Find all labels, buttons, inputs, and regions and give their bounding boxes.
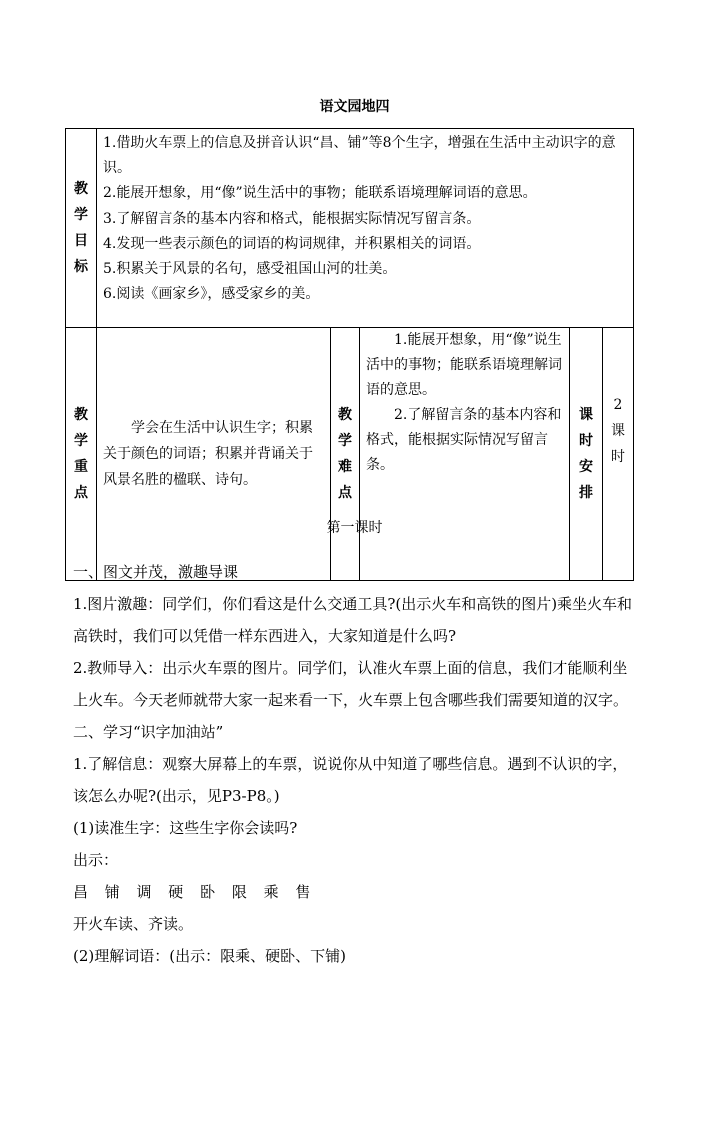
lesson-plan-table: [65, 128, 634, 581]
paragraph: 2.教师导入：出示火车票的图片。同学们，认准火车票上面的信息，我们才能顺利坐上火车。今天老师就带大家一起来看一下，火车票上包含哪些我们需要知道的汉字。: [73, 659, 629, 709]
paragraph: 1.图片激趣：同学们，你们看这是什么交通工具?(出示火车和高铁的图片)乘坐火车和高铁时，我们可以凭借一样东西进入，大家知道是什么吗?: [73, 595, 633, 645]
lesson-body: [73, 556, 633, 972]
page-title: 语文园地四: [319, 99, 390, 115]
goal-item: 1.借助火车票上的信息及拼音认识“昌、铺”等8个生字，增强在生活中主动识字的意识。: [103, 135, 616, 177]
goal-item: 5.积累关于风景的名句，感受祖国山河的壮美。: [103, 261, 397, 278]
difficulty-item: 2.了解留言条的基本内容和格式，能根据实际情况写留言条。: [366, 407, 562, 473]
schedule-value: 2课时: [603, 328, 634, 581]
difficulty-label: 教学难点: [331, 328, 360, 581]
character-list: 昌 铺 调 硬 卧 限 乘 售: [73, 883, 317, 901]
section-heading: 二、学习“识字加油站”: [73, 723, 224, 741]
paragraph: (2)理解词语：(出示：限乘、硬卧、下铺): [73, 947, 346, 965]
focus-text: 学会在生活中认识生字；积累关于颜色的词语；积累并背诵关于风景名胜的楹联、诗句。: [97, 328, 331, 581]
paragraph: 开火车读、齐读。: [73, 915, 194, 933]
paragraph: (1)读准生字：这些生字你会读吗?: [73, 819, 298, 837]
goal-item: 4.发现一些表示颜色的词语的构词规律，并积累相关的词语。: [103, 235, 481, 252]
goal-item: 3.了解留言条的基本内容和格式，能根据实际情况写留言条。: [103, 210, 481, 227]
goals-label: 教学目标: [66, 129, 97, 328]
schedule-label: 课时安排: [570, 328, 603, 581]
goal-item: 6.阅读《画家乡》，感受家乡的美。: [103, 286, 320, 303]
lesson-title: 第一课时: [326, 520, 383, 536]
focus-label: 教学重点: [66, 328, 97, 581]
paragraph: 1.了解信息：观察大屏幕上的车票，说说你从中知道了哪些信息。遇到不认识的字，该怎么办呢?(出示，见P3-P8。): [73, 755, 628, 805]
difficulty-text: [360, 328, 570, 581]
difficulty-item: 1.能展开想象，用“像”说生活中的事物；能联系语境理解词语的意思。: [366, 332, 562, 398]
paragraph: 出示：: [73, 851, 119, 869]
goal-item: 2.能展开想象，用“像”说生活中的事物；能联系语境理解词语的意思。: [103, 185, 537, 202]
section-heading: 一、图文并茂，激趣导课: [73, 563, 239, 581]
goals-cell: [97, 129, 634, 328]
